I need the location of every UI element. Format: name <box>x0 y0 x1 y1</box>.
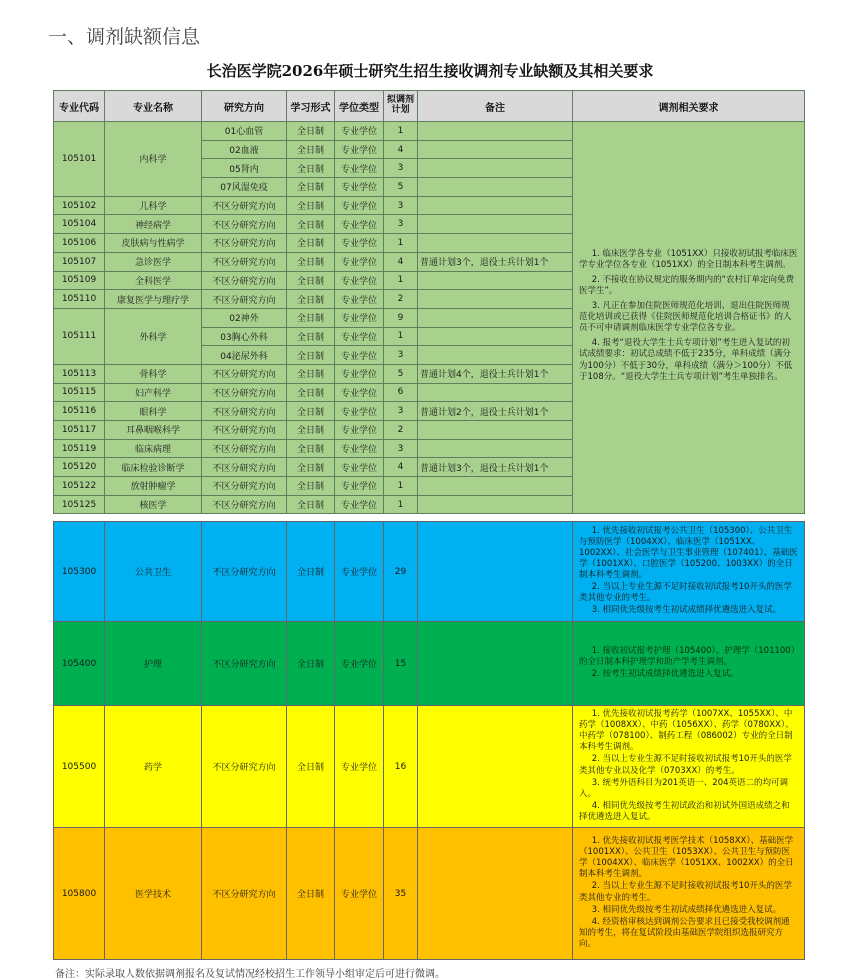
degree-type: 专业学位 <box>335 828 384 960</box>
plan-count: 2 <box>384 290 418 309</box>
requirement-item: 2. 当以上专业生源不足时接收初试报考10开头的医学类其他专业的考生。 <box>579 881 792 903</box>
major-name: 药学 <box>105 706 202 828</box>
degree-type: 专业学位 <box>335 522 384 622</box>
degree-type: 专业学位 <box>335 458 384 477</box>
major-name: 皮肤病与性病学 <box>105 234 202 253</box>
degree-type: 专业学位 <box>335 122 384 141</box>
major-name: 康复医学与理疗学 <box>105 290 202 309</box>
study-form: 全日制 <box>287 622 335 706</box>
major-name: 骨科学 <box>105 364 202 383</box>
research-direction: 不区分研究方向 <box>202 252 287 271</box>
major-code: 105110 <box>54 290 105 309</box>
remark <box>418 439 573 458</box>
plan-count: 1 <box>384 477 418 496</box>
remark: 普通计划3个，退役士兵计划1个 <box>418 458 573 477</box>
remark <box>418 178 573 197</box>
degree-type: 专业学位 <box>335 439 384 458</box>
study-form: 全日制 <box>287 140 335 159</box>
col-header-requirements: 调剂相关要求 <box>573 91 805 122</box>
plan-count: 4 <box>384 252 418 271</box>
major-code: 105113 <box>54 364 105 383</box>
remark <box>418 122 573 141</box>
plan-count: 4 <box>384 458 418 477</box>
plan-count: 5 <box>384 178 418 197</box>
remark <box>418 271 573 290</box>
degree-type: 专业学位 <box>335 402 384 421</box>
degree-type: 专业学位 <box>335 421 384 440</box>
research-direction: 不区分研究方向 <box>202 522 287 622</box>
major-name: 公共卫生 <box>105 522 202 622</box>
col-header-form: 学习形式 <box>287 91 335 122</box>
major-code: 105120 <box>54 458 105 477</box>
major-name: 妇产科学 <box>105 383 202 402</box>
research-direction: 不区分研究方向 <box>202 364 287 383</box>
major-name: 神经病学 <box>105 215 202 234</box>
major-name: 全科医学 <box>105 271 202 290</box>
study-form: 全日制 <box>287 495 335 514</box>
requirement-item: 2. 不接收在协议规定的服务期内的“农村订单定向免费医学生”。 <box>579 274 794 297</box>
research-direction: 不区分研究方向 <box>202 196 287 215</box>
requirements-105500 <box>573 706 805 828</box>
table-row <box>54 522 805 622</box>
plan-count: 3 <box>384 215 418 234</box>
plan-count: 5 <box>384 364 418 383</box>
research-direction: 04泌尿外科 <box>202 346 287 365</box>
study-form: 全日制 <box>287 196 335 215</box>
remark <box>418 234 573 253</box>
study-form: 全日制 <box>287 215 335 234</box>
plan-count: 4 <box>384 140 418 159</box>
requirement-item: 1. 优先接收初试报考公共卫生（105300）、公共卫生与预防医学（1004XX）、临床医学（1051XX、1002XX）、社会医学与卫生事业管理（107401）、基础医学（1001XX）、口腔医学（105200、1003XX）的全日制本科考生调剂。 <box>579 525 798 580</box>
study-form: 全日制 <box>287 159 335 178</box>
requirement-item: 4. 报考“退役大学生士兵专项计划”考生进入复试的初试成绩要求：初试总成绩不低于235分，单科成绩（满分为100分）不低于30分，单科成绩（满分＞100分）不低于108分。“退役大学生士兵专项计划”考生单独排名。 <box>579 337 793 383</box>
study-form: 全日制 <box>287 364 335 383</box>
remark: 普通计划3个，退役士兵计划1个 <box>418 252 573 271</box>
major-name: 护理 <box>105 622 202 706</box>
degree-type: 专业学位 <box>335 706 384 828</box>
major-name: 临床检验诊断学 <box>105 458 202 477</box>
research-direction: 不区分研究方向 <box>202 495 287 514</box>
table-row <box>54 122 805 141</box>
major-code: 105104 <box>54 215 105 234</box>
plan-count: 2 <box>384 421 418 440</box>
remark <box>418 828 573 960</box>
degree-type: 专业学位 <box>335 271 384 290</box>
remark <box>418 140 573 159</box>
remark <box>418 159 573 178</box>
col-header-name: 专业名称 <box>105 91 202 122</box>
section-heading: 一、调剂缺额信息 <box>48 26 201 48</box>
study-form: 全日制 <box>287 252 335 271</box>
col-header-direction: 研究方向 <box>202 91 287 122</box>
major-code: 105117 <box>54 421 105 440</box>
requirement-item: 2. 按考生初试成绩择优遴选进入复试。 <box>591 669 739 680</box>
plan-count: 3 <box>384 402 418 421</box>
research-direction: 不区分研究方向 <box>202 439 287 458</box>
study-form: 全日制 <box>287 290 335 309</box>
major-name: 内科学 <box>105 122 202 197</box>
major-code: 105109 <box>54 271 105 290</box>
degree-type: 专业学位 <box>335 477 384 496</box>
degree-type: 专业学位 <box>335 383 384 402</box>
plan-count: 1 <box>384 495 418 514</box>
col-header-code: 专业代码 <box>54 91 105 122</box>
remark <box>418 477 573 496</box>
major-code: 105125 <box>54 495 105 514</box>
requirement-item: 4. 经资格审核达到调剂公告要求且已接受我校调剂通知的考生，将在复试阶段由基础医学院组织选报研究方向。 <box>579 916 790 949</box>
remark <box>418 327 573 346</box>
requirement-item: 4. 相同优先级按考生初试政治和初试外国语成绩之和择优遴选进入复试。 <box>579 800 790 822</box>
major-code: 105500 <box>54 706 105 828</box>
requirement-item: 1. 接收初试报考护理（105400）、护理学（101100）的全日制本科护理学和助产学考生调剂。 <box>579 645 795 667</box>
major-code: 105122 <box>54 477 105 496</box>
degree-type: 专业学位 <box>335 196 384 215</box>
degree-type: 专业学位 <box>335 159 384 178</box>
plan-count: 1 <box>384 327 418 346</box>
research-direction: 不区分研究方向 <box>202 421 287 440</box>
remark <box>418 290 573 309</box>
plan-count: 3 <box>384 346 418 365</box>
remark <box>418 383 573 402</box>
research-direction: 不区分研究方向 <box>202 706 287 828</box>
major-name: 眼科学 <box>105 402 202 421</box>
table-row <box>54 622 805 706</box>
study-form: 全日制 <box>287 234 335 253</box>
plan-count: 1 <box>384 122 418 141</box>
study-form: 全日制 <box>287 706 335 828</box>
table-header-row <box>54 91 805 122</box>
footnote: 备注：实际录取人数依据调剂报名及复试情况经校招生工作领导小组审定后可进行微调。 <box>55 969 445 980</box>
research-direction: 不区分研究方向 <box>202 458 287 477</box>
major-code: 105111 <box>54 308 105 364</box>
major-code: 105115 <box>54 383 105 402</box>
study-form: 全日制 <box>287 477 335 496</box>
plan-count: 35 <box>384 828 418 960</box>
major-code: 105119 <box>54 439 105 458</box>
research-direction: 02血液 <box>202 140 287 159</box>
remark <box>418 215 573 234</box>
degree-type: 专业学位 <box>335 178 384 197</box>
research-direction: 不区分研究方向 <box>202 622 287 706</box>
research-direction: 不区分研究方向 <box>202 828 287 960</box>
study-form: 全日制 <box>287 346 335 365</box>
requirement-item: 3. 统考外语科目为201英语一、204英语二的均可调入。 <box>579 777 789 799</box>
col-header-degree: 学位类型 <box>335 91 384 122</box>
study-form: 全日制 <box>287 402 335 421</box>
col-header-plan: 拟调剂计划 <box>384 91 418 122</box>
major-name: 急诊医学 <box>105 252 202 271</box>
remark <box>418 421 573 440</box>
major-name: 放射肿瘤学 <box>105 477 202 496</box>
research-direction: 07风湿免疫 <box>202 178 287 197</box>
research-direction: 不区分研究方向 <box>202 234 287 253</box>
research-direction: 03胸心外科 <box>202 327 287 346</box>
document-title: 长治医学院2026年硕士研究生招生接收调剂专业缺额及其相关要求 <box>206 62 654 80</box>
plan-count: 1 <box>384 271 418 290</box>
major-code: 105800 <box>54 828 105 960</box>
degree-type: 专业学位 <box>335 495 384 514</box>
study-form: 全日制 <box>287 439 335 458</box>
plan-count: 3 <box>384 196 418 215</box>
remark <box>418 196 573 215</box>
major-name: 儿科学 <box>105 196 202 215</box>
requirement-item: 2. 当以上专业生源不足时接收初试报考10开头的医学类其他专业的考生。 <box>579 582 792 604</box>
remark <box>418 522 573 622</box>
study-form: 全日制 <box>287 383 335 402</box>
major-code: 105101 <box>54 122 105 197</box>
degree-type: 专业学位 <box>335 346 384 365</box>
degree-type: 专业学位 <box>335 327 384 346</box>
plan-count: 9 <box>384 308 418 327</box>
vacancy-table-clinical <box>53 90 805 514</box>
requirement-item: 3. 凡正在参加住院医师规范化培训、退出住院医师规范化培训或已获得《住院医师规范化培训合格证书》的人员不可申请调剂临床医学专业学位各专业。 <box>579 300 792 334</box>
degree-type: 专业学位 <box>335 364 384 383</box>
requirement-item: 1. 临床医学各专业（1051XX）只接收初试报考临床医学专业学位各专业（1051XX）的全日制本科考生调剂。 <box>579 248 798 271</box>
study-form: 全日制 <box>287 308 335 327</box>
remark <box>418 308 573 327</box>
requirements-105300 <box>573 522 805 622</box>
research-direction: 不区分研究方向 <box>202 215 287 234</box>
remark: 普通计划4个，退役士兵计划1个 <box>418 364 573 383</box>
degree-type: 专业学位 <box>335 234 384 253</box>
research-direction: 不区分研究方向 <box>202 477 287 496</box>
vacancy-table-other <box>53 521 805 960</box>
requirements-105800 <box>573 828 805 960</box>
major-code: 105102 <box>54 196 105 215</box>
study-form: 全日制 <box>287 327 335 346</box>
plan-count: 6 <box>384 383 418 402</box>
research-direction: 05肾内 <box>202 159 287 178</box>
col-header-note: 备注 <box>418 91 573 122</box>
plan-count: 15 <box>384 622 418 706</box>
research-direction: 不区分研究方向 <box>202 271 287 290</box>
plan-count: 3 <box>384 439 418 458</box>
plan-count: 1 <box>384 234 418 253</box>
plan-count: 3 <box>384 159 418 178</box>
requirement-item: 3. 相同优先级按考生初试成绩择优遴选进入复试。 <box>591 605 782 616</box>
remark: 普通计划2个，退役士兵计划1个 <box>418 402 573 421</box>
major-code: 105300 <box>54 522 105 622</box>
major-name: 医学技术 <box>105 828 202 960</box>
degree-type: 专业学位 <box>335 622 384 706</box>
research-direction: 02神外 <box>202 308 287 327</box>
study-form: 全日制 <box>287 178 335 197</box>
major-code: 105106 <box>54 234 105 253</box>
study-form: 全日制 <box>287 828 335 960</box>
study-form: 全日制 <box>287 522 335 622</box>
major-name: 外科学 <box>105 308 202 364</box>
degree-type: 专业学位 <box>335 140 384 159</box>
major-name: 临床病理 <box>105 439 202 458</box>
requirements-clinical <box>573 122 805 514</box>
requirement-item: 1. 优先接收初试报考药学（1007XX、1055XX）、中药学（1008XX）、中药（1056XX）、药学（0780XX）、中药学（078100）、制药工程（086002）专业的全日制本科考生调剂。 <box>579 709 794 753</box>
remark <box>418 495 573 514</box>
requirement-item: 2. 当以上专业生源不足时接收初试报考10开头的医学类其他专业以及化学（0703XX）的考生。 <box>579 754 792 776</box>
plan-count: 16 <box>384 706 418 828</box>
research-direction: 01心血管 <box>202 122 287 141</box>
major-code: 105116 <box>54 402 105 421</box>
plan-count: 29 <box>384 522 418 622</box>
degree-type: 专业学位 <box>335 252 384 271</box>
major-code: 105107 <box>54 252 105 271</box>
research-direction: 不区分研究方向 <box>202 402 287 421</box>
remark <box>418 706 573 828</box>
degree-type: 专业学位 <box>335 215 384 234</box>
requirement-item: 1. 优先接收初试报考医学技术（1058XX）、基础医学（1001XX）、公共卫生（1053XX）、公共卫生与预防医学（1004XX）、临床医学（1051XX、1002XX）的全日制本科考生调剂。 <box>579 836 794 880</box>
major-name: 耳鼻咽喉科学 <box>105 421 202 440</box>
study-form: 全日制 <box>287 122 335 141</box>
requirements-105400 <box>573 622 805 706</box>
degree-type: 专业学位 <box>335 290 384 309</box>
table-row <box>54 828 805 960</box>
degree-type: 专业学位 <box>335 308 384 327</box>
major-code: 105400 <box>54 622 105 706</box>
study-form: 全日制 <box>287 458 335 477</box>
major-name: 核医学 <box>105 495 202 514</box>
research-direction: 不区分研究方向 <box>202 383 287 402</box>
remark <box>418 346 573 365</box>
requirement-item: 3. 相同优先级按考生初试成绩择优遴选进入复试。 <box>591 904 782 915</box>
table-row <box>54 706 805 828</box>
remark <box>418 622 573 706</box>
study-form: 全日制 <box>287 271 335 290</box>
research-direction: 不区分研究方向 <box>202 290 287 309</box>
study-form: 全日制 <box>287 421 335 440</box>
